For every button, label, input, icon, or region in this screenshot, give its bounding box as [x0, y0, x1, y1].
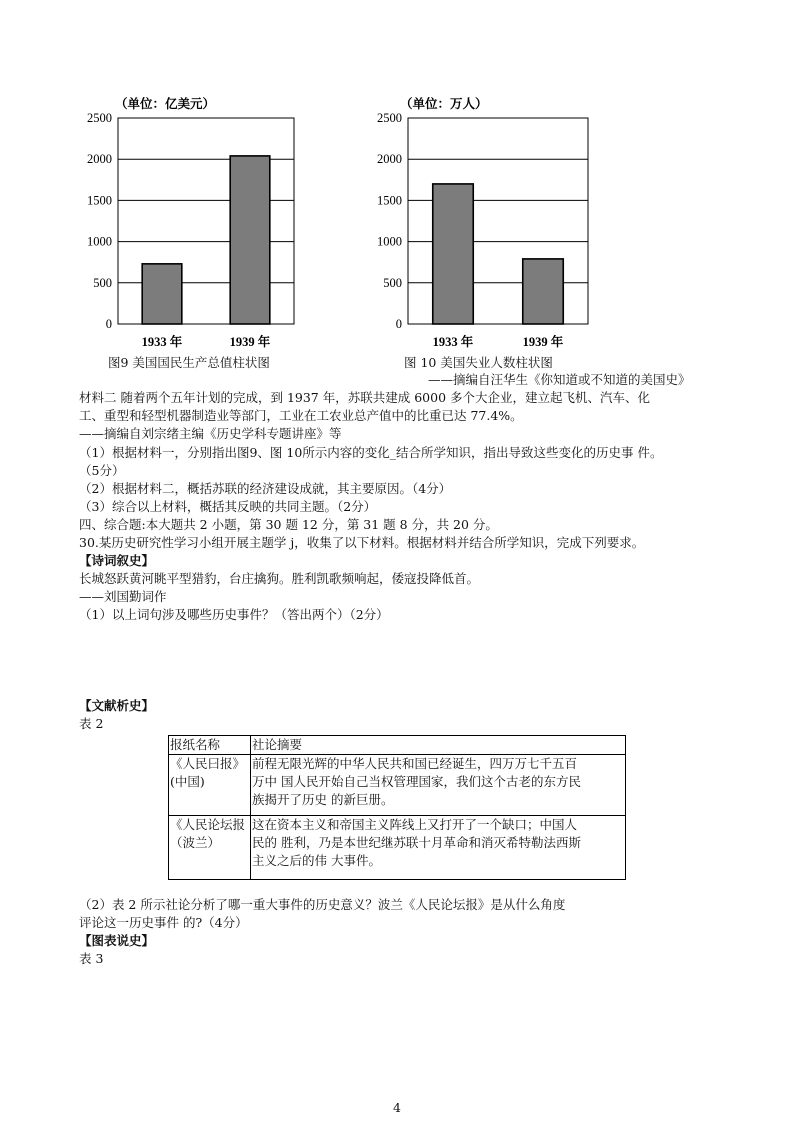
document-question-line1: （2）表 2 所示社论分析了哪一重大事件的历史意义？波兰《人民论坛报》是从什么角度	[79, 897, 566, 912]
material2-line2: 工、重型和轻型机器制造业等部门，工业在工农业总产值中的比重已达 77.4%。	[79, 408, 523, 423]
question1-line1: （1）根据材料一，分别指出图9、图 10所示内容的变化_结合所学知识，指出导致这些变化的历史事 件。	[79, 445, 663, 460]
y-tick-label: 500	[93, 275, 112, 290]
poem-text: 长城怒跃黄河眺平型猎豹，台庄擒狗。胜利凯歌频响起，倭寇投降低首。	[79, 571, 480, 586]
newspaper-name: 《人民论坛报	[170, 817, 246, 832]
summary-line: 万中 国人民开始自己当权管理国家，我们这个古老的东方民	[252, 774, 581, 789]
question2: （2）根据材料二，概括苏联的经济建设成就，其主要原因。（4分）	[79, 481, 452, 496]
y-tick-label: 2500	[87, 111, 112, 125]
bar	[230, 156, 270, 324]
newspaper-name-cell	[169, 816, 251, 880]
material2-line1: 材料二 随着两个五年计划的完成，到 1937 年，苏联共建成 6000 多个大企业，建立起飞机、汽车、化	[79, 390, 650, 405]
y-tick-label: 1500	[87, 193, 112, 208]
y-tick-label: 0	[105, 317, 112, 331]
document-question-line2: 评论这一历史事件 的?（4分）	[79, 915, 248, 930]
figure9-caption: 图9 美国国民生产总值柱状图	[108, 355, 270, 370]
summary-line: 民的 胜利，乃是本世纪继苏联十月革命和消灭希特勒法西斯	[252, 835, 581, 850]
table-header-row	[169, 736, 626, 755]
table-header-cell: 社论摘要	[251, 736, 626, 755]
gnp-bar-chart	[60, 92, 320, 354]
poem-source: ——刘国勤词作	[79, 589, 167, 604]
chart-bars	[142, 156, 270, 324]
bar	[142, 264, 182, 324]
bar	[433, 184, 474, 324]
question1-line2: （5分）	[79, 463, 125, 478]
table-header-cell: 报纸名称	[169, 736, 251, 755]
newspaper-name-cell	[169, 755, 251, 816]
y-axis-ticks	[87, 111, 112, 331]
y-tick-label: 2500	[377, 111, 402, 125]
y-tick-label: 2000	[377, 152, 402, 167]
x-category-label: 1933 年	[432, 335, 474, 349]
x-axis-labels	[142, 334, 271, 349]
newspaper-name: 《人民曰报》	[170, 756, 246, 771]
summary-line: 这在资本主义和帝国主义阵线上又打开了一个缺口；中国人	[252, 817, 578, 832]
summary-line: 前程无限光辉的中华人民共和国已经诞生，四万万七千五百	[252, 756, 578, 771]
newspaper-country: (中国)	[170, 774, 205, 789]
chart-unit-label: （单位：亿美元）	[115, 97, 216, 111]
chart-unit-label: （单位：万人）	[400, 97, 488, 111]
poem-section-heading: 【诗词叙史】	[79, 553, 155, 568]
y-tick-label: 1000	[87, 234, 112, 249]
x-axis-labels	[433, 334, 564, 349]
y-tick-label: 1500	[377, 193, 402, 208]
table-row	[169, 755, 626, 816]
figure10-caption: 图 10 美国失业人数柱状图	[404, 355, 553, 370]
chart-bars	[433, 184, 564, 324]
bar	[523, 259, 564, 324]
unemployment-bar-chart	[352, 92, 612, 354]
question3: （3）综合以上材料，概括其反映的共同主题。（2分）	[79, 499, 377, 514]
table2-label: 表 2	[79, 716, 104, 731]
y-tick-label: 500	[383, 275, 402, 290]
document-section-heading: 【文献析史】	[79, 698, 155, 713]
y-tick-label: 1000	[377, 234, 402, 249]
x-category-label: 1939 年	[229, 335, 271, 349]
source-citation-2: ——摘编自刘宗绪主编《历史学科专题讲座》等	[79, 426, 342, 441]
table3-label: 表 3	[79, 951, 104, 966]
section4-heading: 四、综合题:本大题共 2 小题，第 30 题 12 分，第 31 题 8 分，共 20 分。	[79, 517, 498, 532]
poem-question: （1）以上词句涉及哪些历史事件？（答出两个）（2分）	[79, 607, 389, 622]
summary-line: 主义之后的伟 大事件。	[252, 853, 381, 868]
x-category-label: 1933 年	[141, 335, 183, 349]
y-tick-label: 0	[395, 317, 402, 331]
x-category-label: 1939 年	[522, 335, 564, 349]
source-citation-1: ——摘编自汪华生《你知道或不知道的美国史》	[428, 372, 691, 387]
page-number: 4	[393, 1100, 401, 1115]
chart-section-heading: 【图表说史】	[79, 933, 155, 948]
question30-intro: 30.某历史研究性学习小组开展主题学 j，收集了以下材料。根据材料并结合所学知识，完成下列要求。	[79, 535, 645, 550]
summary-cell	[251, 816, 626, 880]
newspaper-country: （波兰）	[170, 835, 221, 850]
summary-line: 族揭开了历史 的新巨册。	[252, 792, 394, 807]
editorial-table	[168, 735, 626, 880]
y-axis-ticks	[377, 111, 402, 331]
y-tick-label: 2000	[87, 152, 112, 167]
table-row	[169, 816, 626, 880]
summary-cell	[251, 755, 626, 816]
